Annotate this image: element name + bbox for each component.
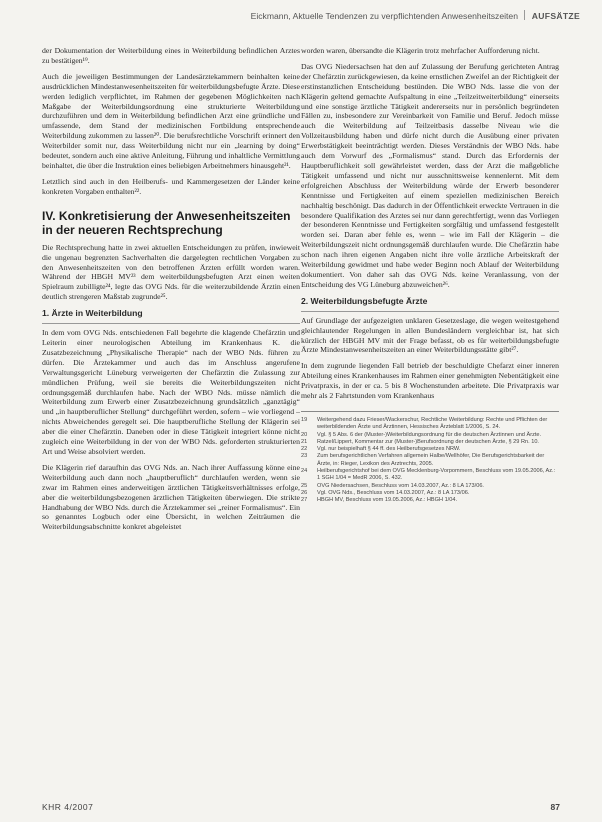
running-header <box>30 10 580 24</box>
footnote-number: 25 <box>301 482 308 489</box>
footnote <box>301 432 559 439</box>
footnote <box>301 490 559 497</box>
footnote-text: Heilberufsgerichtshof bei dem OVG Mecklenburg-Vorpommern, Beschluss vom 19.05.2006, Az.: 1 SGH 1/04 = MedR 2006, S. 432. <box>317 468 556 482</box>
journal-issue: KHR 4/2007 <box>42 802 94 812</box>
paragraph: worden waren, übersandte die Klägerin trotz mehrfacher Aufforderung nicht. <box>301 46 540 55</box>
footnote <box>301 417 559 432</box>
page-footer <box>42 802 560 814</box>
footnote-text: Weitergehend dazu Frieser/Wackerschur, Rechtliche Weiterbildung: Rechte und Pflichten der weiterbildenden Ärzte und Ärztinnen, Hessisches Ärzteblatt 1/2006, S. 24. <box>317 417 548 431</box>
paragraph: In dem zugrunde liegenden Fall betrieb der beschuldigte Chefarzt einer inneren Abteilung eines Krankenhauses im Rahmen einer genehmigten Nebentätigkeit eine Privatpraxis, in der er ca. 5 bis 8 Wochenstunden arbeitete. Die Privatpraxis war mehr als 2 Fahrtstunden vom Krankenhaus <box>301 361 559 401</box>
paragraph: Die Klägerin rief daraufhin das OVG Nds. an. Nach ihrer Auffassung könne eine Weiterbildung auch dann noch „hauptberuflich“ durchlaufen werden, wenn sie zwar im Rahmen eines anderweitigen ärztlichen Tätigkeitsverhältnisses erfolge, aber die weiterbildungsbezogenen ärztlichen Tätigkeiten überwiegen. Die strikte Handhabung der WBO Nds. durch die Ärztekammer sei „reiner Formalismus“. Ein so genanntes Logbuch oder eine Übersicht, in welchen Zeiträumen die Weiterbildungsabschnitte konkret abgeleistet <box>42 462 300 532</box>
section-label: AUFSÄTZE <box>531 11 580 21</box>
footnotes <box>301 411 559 505</box>
right-column <box>301 46 559 505</box>
footnote <box>301 453 559 468</box>
page-number: 87 <box>550 802 560 812</box>
footnote-text: Vgl. OVG Nds., Beschluss vom 14.03.2007, Az.: 8 LA 173/06. <box>317 489 470 496</box>
section-heading: IV. Konkretisierung der Anwesenheitszeiten in der neueren Rechtsprechung <box>42 208 291 237</box>
footnote-number: 22 <box>301 446 308 453</box>
subsection-heading: 2. Weiterbildungsbefugte Ärzte <box>301 296 559 312</box>
footnote-text: Vgl. nur beispielhaft § 44 ff. des Heilberufsgesetzes NRW. <box>317 446 461 453</box>
footnote-text: OVG Niedersachsen, Beschluss vom 14.03.2007, Az.: 8 LA 173/06. <box>317 482 484 489</box>
footnote-number: 20 <box>301 431 308 438</box>
running-title: Eickmann, Aktuelle Tendenzen zu verpflichtenden Anwesenheitszeiten <box>250 11 518 21</box>
paragraph: Das OVG Niedersachsen hat den auf Zulassung der Berufung gerichteten Antrag der Chefärztin zurückgewiesen, da keine ernstlichen Zweifel an der Richtigkeit der erstinstanzlichen Entscheidung bestünden. Die WBO Nds. lasse die von der Klägerin geltend gemachte Aufspaltung in eine „Teilzeitweiterbildung“ einerseits und eine sonstige ärztliche Tätigkeit andererseits nur in persönlich begründeten Fällen zu, insbesondere zur Vereinbarkeit von Familie und Beruf. Jedoch müsse auch die Weiterbildung auf Teilzeitbasis dasselbe Niveau wie die Vollzeitausbildung haben und dürfe nicht durch die Ausübung einer privaten Erwerbstätigkeit beeinträchtigt werden. Dieses Verständnis der WBO Nds. habe auch dem Vorwurf des „Formalismus“ stand. Durch das Erfordernis der Hauptberuflichkeit soll gewährleistet werden, dass der Arzt die maßgebliche Tätigkeit umfassend und nicht nur ausschnittsweise kennenlernt. Mit dem erfolgreichen Abschluss der Weiterbildung würde der Erwerb besonderer Kenntnisse und Fertigkeiten auf einem speziellen medizinischen Bereich nachhaltig beschönigt. Das dadurch in der Öffentlichkeit erweckte Vertrauen in die besondere Qualifikation des Arztes sei nur dann gerechtfertigt, wenn das Vorliegen der besonderen Kenntnisse und Fertigkeiten sorgfältig und umfassend festgestellt worden sei. Daran aber fehle es, wenn – wie im Fall der Klägerin – die Weiterbildungszeit nicht ordnungsgemäß durchlaufen wurde. Die Chefärztin habe schon nach ihren eigenen Angaben nicht ihre volle ärztliche Arbeitskraft der Weiterbildung gewidmet und habe weder Beginn noch Ablauf der Weiterbildung dokumentiert. Von daher sah das OVG Nds. keine Veranlassung, von der Entscheidung des VG Lüneburg abzuweichen²⁶. <box>301 61 559 289</box>
paragraph: Letztlich sind auch in den Heilberufs- und Kammergesetzen der Länder keine konkreten Vorgaben enthalten²². <box>42 176 300 196</box>
subsection-heading: 1. Ärzte in Weiterbildung <box>42 308 300 324</box>
footnote-number: 24 <box>301 468 308 475</box>
paragraph: der Dokumentation der Weiterbildung eines in Weiterbildung befindlichen Arztes zu bestätigen¹⁹. <box>42 46 300 65</box>
footnote <box>301 468 559 483</box>
left-column <box>42 46 300 538</box>
footnote-number: 21 <box>301 438 308 445</box>
paragraph: Auch die jeweiligen Bestimmungen der Landesärztekammern beinhalten keine ausdrücklichen Mindestanwesenheitszeiten für weiterbildungsbefugte Ärzte. Diese werden lediglich verpflichtet, im Rahmen der gegebenen Möglichkeiten nach Maßgabe der Weiterbildungsordnung eine strukturierte Weiterbildung durchzuführen und dem in Weiterbildung befindlichen Arzt eine gründliche und umfassende, dem Stand der medizinischen Fortbildung entsprechende Weiterbildung zukommen zu lassen²⁰. Die berufsrechtliche Vorschrift erinnert den Weiterbilder somit nur, dass Weiterbildung nicht nur ein „learning by doing“ bedeutet, sondern auch eine aktive Anleitung, Führung und inhaltliche Vermittlung beinhaltet, die über die Instruktion eines beliebigen Arbeitnehmers hinausgeht²¹. <box>42 71 300 170</box>
footnote <box>301 446 559 453</box>
footnote-number: 23 <box>301 453 308 460</box>
footnote-number: 27 <box>301 497 308 504</box>
paragraph: Die Rechtsprechung hatte in zwei aktuellen Entscheidungen zu prüfen, inwieweit die ungenau begrenzten Sachverhalten die dargelegten rechtlichen Vorgaben zu den Anwesenheitszeiten von den betroffenen Ärzten erfüllt worden waren. Während der HBGH MV²³ dem weiterbildungsbefugten Arzt einen weiten Spielraum zubilligte²⁴, legte das OVG Nds. für die weiterzubildende Ärztin einen deutlich strengeren Maßstab zugrunde²⁵. <box>42 242 300 302</box>
footnote-number: 26 <box>301 489 308 496</box>
paragraph: Auf Grundlage der aufgezeigten unklaren Gesetzeslage, die wegen weitestgehend gleichlautender Regelungen in allen Bundesländern vergleichbar ist, hat sich kürzlich der HBGH MV mit der Frage befasst, ob es für weiterbildungsbefugte Ärzte Mindestanwesenheitszeiten an einer Weiterbildungsstätte gibt²⁷. <box>301 315 559 355</box>
footnote <box>301 483 559 490</box>
footnote-text: Ratzel/Lippert, Kommentar zur (Muster-)Berufsordnung der deutschen Ärzte, § 29 Rn. 10. <box>317 438 539 445</box>
footnote-text: Zum berufsgerichtlichen Verfahren allgemein Halbe/Wellhöfer, Die Berufsgerichtsbarkeit der Ärzte, in: Rieger, Lexikon des Arztrechts, 2005. <box>317 453 545 467</box>
footnote-number: 19 <box>301 417 308 423</box>
header-divider <box>524 10 525 20</box>
footnote <box>301 497 559 504</box>
footnote-text: Vgl. § 5 Abs. 6 der (Muster-)Weiterbildungsordnung für die deutschen Ärztinnen und Ärzte. <box>317 431 542 438</box>
footnote-text: HBGH MV, Beschluss vom 19.05.2006, Az.: HBGH 1/04. <box>317 497 458 504</box>
paragraph: In dem vom OVG Nds. entschiedenen Fall begehrte die klagende Chefärztin und Leiterin einer neurologischen Abteilung im Krankenhaus K. die Zusatzbezeichnung „Physikalische Therapie“ nach der WBO Nds. führen zu dürfen. Die Ärztekammer und auch das im Anschluss angerufene Verwaltungsgericht Lüneburg verweigerten der Chefärztin die Zulassung zur mündlichen Prüfung, weil sie bereits die Weiterbildungszeiten nicht ordnungsgemäß durchlaufen habe. Nach der WBO Nds. müsse nämlich die Weiterbildung zum Erwerb einer Zusatzbezeichnung grundsätzlich „ganztägig“ und „in hauptberuflicher Stellung“ durchgeführt werden, sofern – wie vorliegend – nichts Abweichendes geregelt sei. Die hauptberufliche Stellung der Klägerin sei aber die einer Chefärztin. Daneben oder in diese Tätigkeit integriert könne nicht zugleich eine Weiterbildung in der von der WBO Nds. geforderten strukturierten Art und Weise absolviert werden. <box>42 328 300 456</box>
footnote <box>301 439 559 446</box>
